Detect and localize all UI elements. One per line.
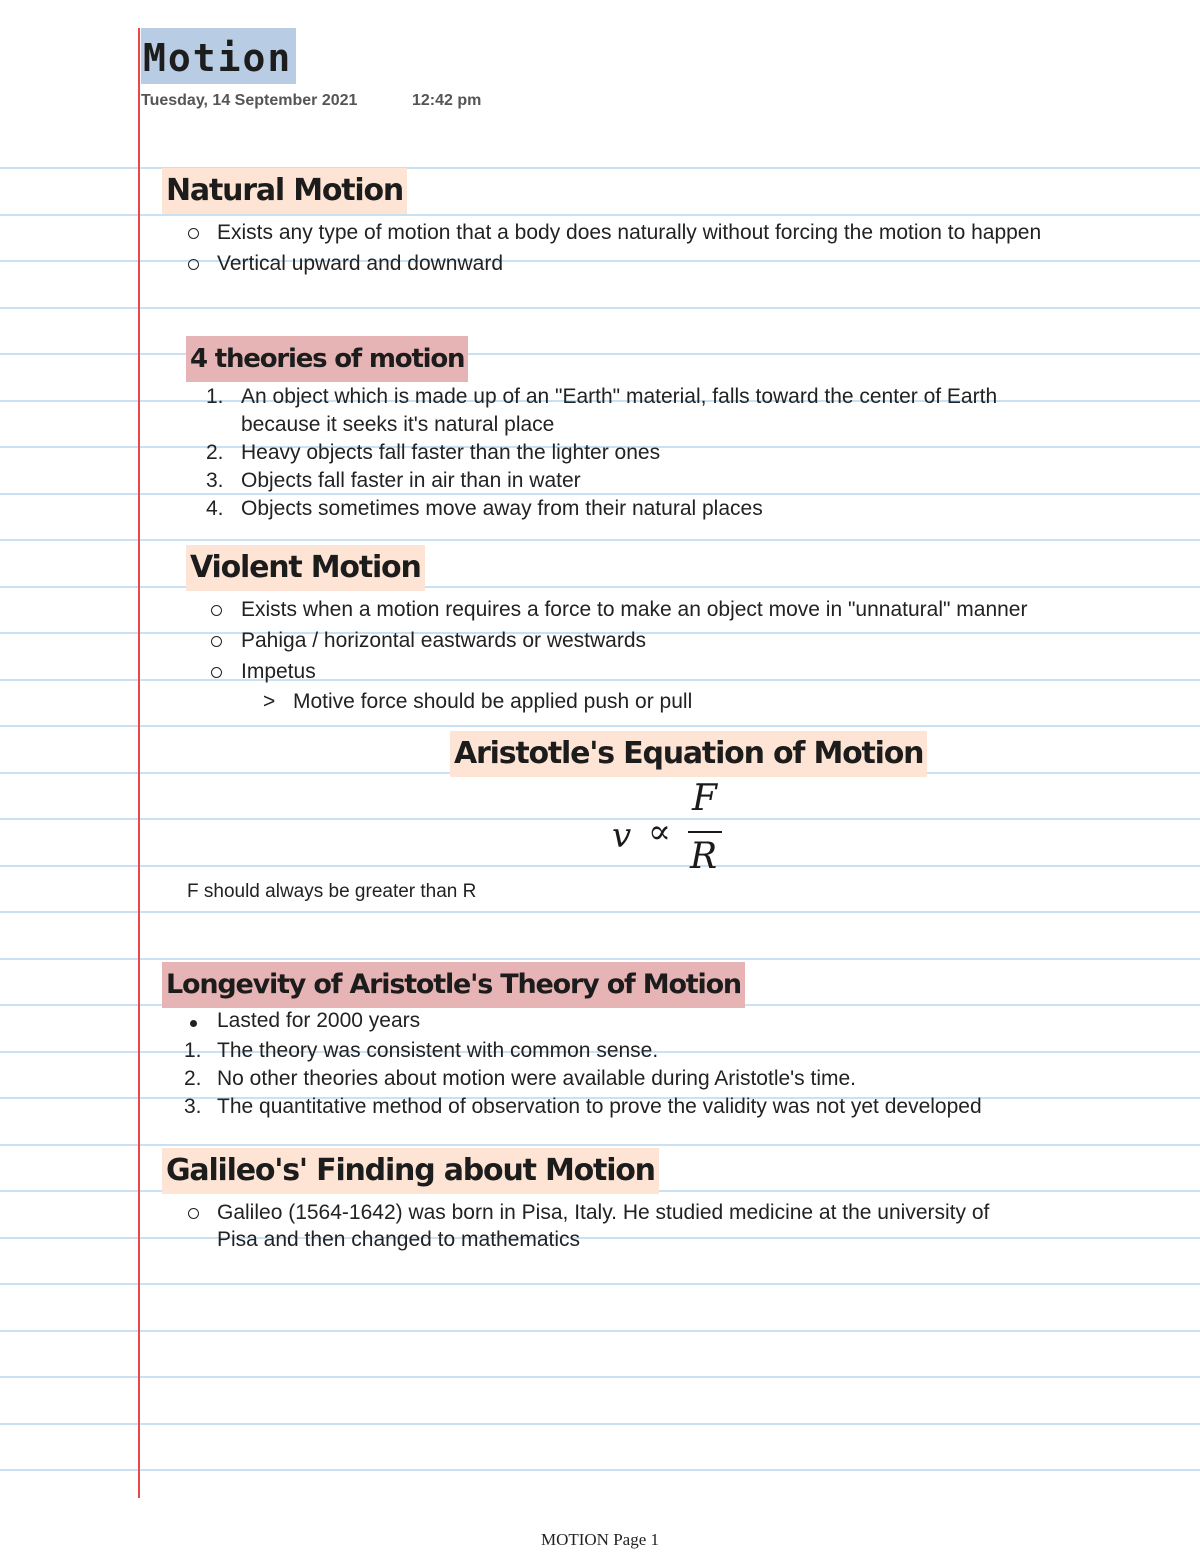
page-title: Motion xyxy=(141,28,296,84)
fraction-bar xyxy=(688,831,722,833)
theory-num-4: 4. xyxy=(206,497,224,520)
circle-bullet-icon xyxy=(188,259,199,270)
heading-4-theories: 4 theories of motion xyxy=(186,336,468,382)
heading-aristotle-equation: Aristotle's Equation of Motion xyxy=(450,731,927,777)
list-item xyxy=(188,219,199,247)
longevity-item-3: The quantitative method of observation to prove the validity was not yet developed xyxy=(217,1095,982,1118)
violent-item-3: Impetus xyxy=(241,660,316,683)
proportional-symbol: ∝ xyxy=(648,812,672,852)
theory-item-3: Objects fall faster in air than in water xyxy=(241,469,581,492)
heading-longevity: Longevity of Aristotle's Theory of Motion xyxy=(162,962,745,1008)
list-item xyxy=(211,627,222,655)
heading-natural-motion: Natural Motion xyxy=(162,168,407,214)
equation-denominator: R xyxy=(690,836,718,877)
heading-galileo: Galileo's' Finding about Motion xyxy=(162,1148,659,1194)
page-date: Tuesday, 14 September 2021 xyxy=(141,92,358,109)
theory-item-1-line-1: An object which is made up of an "Earth" material, falls toward the center of Earth xyxy=(241,385,998,408)
longevity-bullet: Lasted for 2000 years xyxy=(217,1009,421,1032)
galileo-line-1: Galileo (1564-1642) was born in Pisa, Italy. He studied medicine at the university of xyxy=(217,1201,990,1224)
margin-line xyxy=(138,28,140,1498)
theory-num-3: 3. xyxy=(206,469,224,492)
theory-item-2: Heavy objects fall faster than the lighter ones xyxy=(241,441,661,464)
longevity-num-1: 1. xyxy=(184,1039,202,1062)
list-item xyxy=(211,596,222,624)
galileo-line-2: Pisa and then changed to mathematics xyxy=(217,1228,581,1251)
equation-numerator: F xyxy=(692,778,717,819)
longevity-num-3: 3. xyxy=(184,1095,202,1118)
theory-item-1-line-2: because it seeks it's natural place xyxy=(241,413,555,436)
page-footer: MOTION Page 1 xyxy=(540,1530,660,1549)
circle-bullet-icon xyxy=(188,1208,199,1219)
chevron-right-icon: > xyxy=(263,690,276,713)
theory-num-1: 1. xyxy=(206,385,224,408)
longevity-item-2: No other theories about motion were available during Aristotle's time. xyxy=(217,1067,857,1090)
circle-bullet-icon xyxy=(188,228,199,239)
equation-velocity: v xyxy=(612,816,632,856)
theory-item-4: Objects sometimes move away from their natural places xyxy=(241,497,763,520)
list-item xyxy=(211,658,222,686)
longevity-num-2: 2. xyxy=(184,1067,202,1090)
theory-num-2: 2. xyxy=(206,441,224,464)
bullet-dot-icon xyxy=(190,1020,197,1027)
page-time: 12:42 pm xyxy=(412,92,482,109)
natural-item-2: Vertical upward and downward xyxy=(217,252,504,275)
list-item xyxy=(188,1199,199,1227)
circle-bullet-icon xyxy=(211,667,222,678)
longevity-item-1: The theory was consistent with common sense. xyxy=(217,1039,659,1062)
violent-sub-item: Motive force should be applied push or pull xyxy=(293,690,693,713)
natural-item-1: Exists any type of motion that a body does naturally without forcing the motion to happen xyxy=(217,221,1042,244)
circle-bullet-icon xyxy=(211,605,222,616)
list-item xyxy=(190,1007,197,1035)
list-item xyxy=(188,250,199,278)
aristotle-equation xyxy=(610,778,740,888)
equation-note: F should always be greater than R xyxy=(187,881,477,902)
circle-bullet-icon xyxy=(211,636,222,647)
violent-item-2: Pahiga / horizontal eastwards or westwards xyxy=(241,629,647,652)
heading-violent-motion: Violent Motion xyxy=(186,545,425,591)
violent-item-1: Exists when a motion requires a force to make an object move in "unnatural" manner xyxy=(241,598,1028,621)
